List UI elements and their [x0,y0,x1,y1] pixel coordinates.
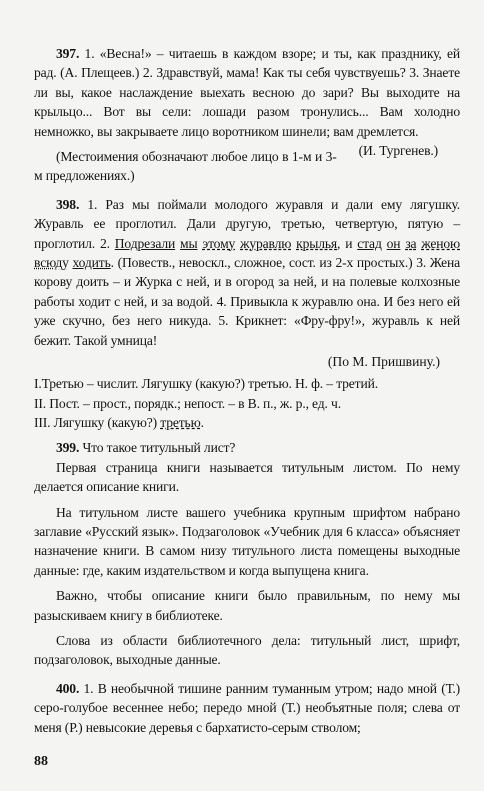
exercise-number: 400. [56,680,80,696]
exercise-text: 1. «Весна!» – читаешь в каждом взоре; и ты, как празднику, ей рад. (А. Плещеев.) 2. Здравствуй, мама! Как ты себя чувствуешь? 3. Знаете ли вы, какое наслаждение выехать весною до зари? Вы выходите на крыльцо... Вот вы сели: лошади разом тронулись... Вам холодно немножко, вы закрываете лицо воротником шинели; вам дремлется. [34,46,461,139]
underlined-attribute: этому [202,235,236,251]
conjunction: и [345,235,353,251]
exercise-399-paragraph: Важно, чтобы описание книги было правильным, по нему мы разыскиваем книгу в библиотеке. [34,588,460,623]
punctuation: , [337,235,341,251]
exercise-number: 398. [56,196,80,212]
exercise-399-paragraph: Слова из области библиотечного дела: титульный лист, шрифт, подзаголовок, выходные данные. [34,632,460,668]
analysis-line-2: II. Пост. – прост., порядк.; непост. – в В. п., ж. р., ед. ч. [34,395,341,411]
underlined-attribute: третью [160,414,201,430]
exercise-number: 397. [56,46,80,61]
underlined-predicate: Подрезали [114,235,176,251]
underlined-object: за [405,235,417,251]
exercise-question: Что такое титульный лист? [82,440,236,456]
exercise-text: 1. В необычной тишине ранним туманным утром; надо мной (Т.) серо-голубое весеннее небо; передо мной (Т.) необъятные поля; слева от меня (Р.) невысокие деревья с бархатисто-серым стволом; [34,680,460,735]
underlined-predicate: стад [357,235,382,251]
underlined-subject: мы [180,235,198,251]
exercise-399 [34,438,460,457]
underlined-adverbial: всюду [34,255,69,271]
analysis-line-3: III. Лягушку (какую?) третью. [34,414,204,430]
underlined-object: журавлю [240,235,292,251]
exercise-number: 399. [56,440,80,456]
analysis-line-1: I.Третью – числит. Лягушку (какую?) третью. Н. ф. – третий. [34,376,378,392]
underlined-object: женою [421,235,461,251]
exercise-398 [34,195,460,350]
exercise-400 [34,679,460,737]
exercise-399-paragraph: Первая страница книги называется титульным листом. По нему делается описание книги. [34,459,460,495]
underlined-object: крылья [296,235,338,251]
underlined-subject: он [386,235,401,251]
exercise-text: . (Повеств., невоскл., сложное, сост. из 2-х простых.) 3. Жена корову доить – и Журка с ней, и в огород за ней, и на полевые колхозные работы ходит с ней, и за водой. 4. Привыкла к журавлю она. И без него ей уже скучно, без него никуда. 5. Крикнет: «Фру-фру!», журавль к ней бежит. Такой умница! [34,255,461,348]
page-number: 88 [34,754,48,769]
exercise-399-paragraph: На титульном листе вашего учебника крупным шрифтом набрано заглавие «Русский язык». Подзаголовок «Учебник для 6 класса» объясняет назначение книги. В самом низу титульного листа помещены выходные данные: где, каким издательством и когда выпущена книга. [34,504,460,578]
exercise-author: (И. Тургенев.) [358,143,438,159]
exercise-text: 1. Раз мы поймали молодого журавля и дали ему лягушку. Журавль ее проглотил. Дали другую, третью, четвертую, пятую – проглотил. 2. [34,196,461,251]
underlined-predicate: ходить [72,255,111,271]
exercise-397 [34,44,461,159]
exercise-398-author: (По М. Пришвину.) [327,354,440,370]
exercise-397-note: (Местоимения обозначают любое лицо в 1-м и 3-м предложениях.) [34,149,337,184]
